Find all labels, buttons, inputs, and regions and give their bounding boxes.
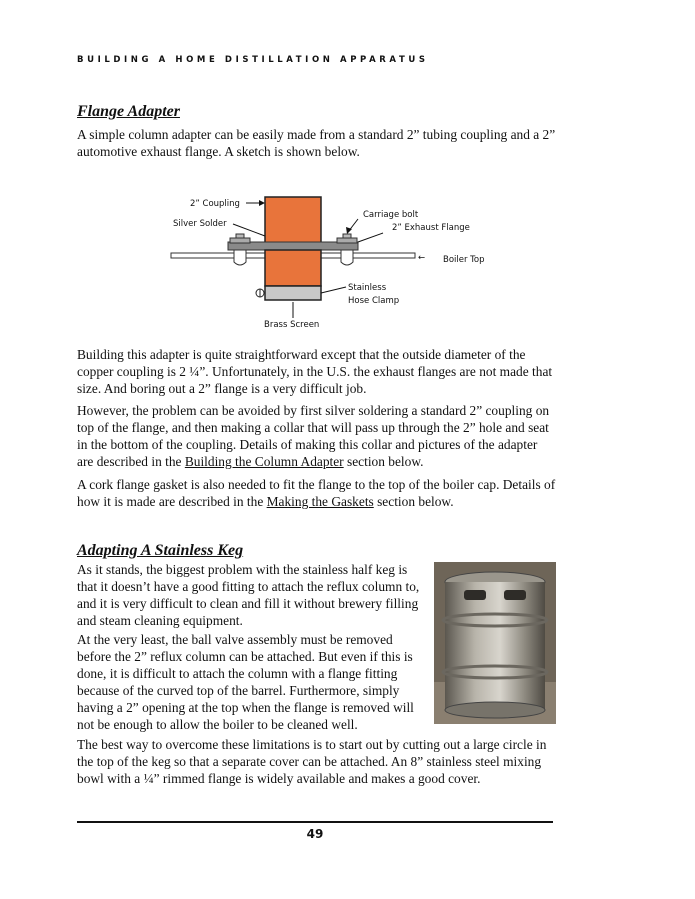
flange-paragraph-4: A cork flange gasket is also needed to fit the flange to the top of the boiler cap. Details of how it is made are described in the Making the Gaskets section below. — [77, 477, 556, 509]
label-silver-solder: Silver Solder — [173, 219, 227, 229]
footer-divider — [77, 821, 553, 823]
label-exhaust-flange: 2” Exhaust Flange — [392, 223, 470, 233]
label-stainless: Stainless — [348, 283, 387, 293]
label-hose-clamp: Hose Clamp — [348, 296, 400, 306]
hose-clamp-shape — [265, 286, 321, 300]
keg-paragraph-2: At the very least, the ball valve assembly must be removed before the 2” reflux column can be attached. But even if this is done, it is difficult to attach the column with a flange fitting because of the curved top of the barrel. Furthermore, simply having a 2” opening at the top when the flange is removed will not be enough to allow the boiler to be cleaned well. — [77, 632, 414, 732]
page-number: 49 — [306, 827, 324, 841]
label-carriage-bolt: Carriage bolt — [363, 210, 419, 220]
flange-paragraph-2: Building this adapter is quite straightforward except that the outside diameter of the copper coupling is 2 ¼”. Unfortunately, in the U.S. the exhaust flanges are not made that size. And boring out a 2” flange is a very difficult job. — [77, 347, 553, 396]
section-title-stainless-keg: Adapting A Stainless Keg — [77, 542, 244, 559]
link-making-gaskets[interactable]: Making the Gaskets — [266, 494, 374, 509]
section-title-flange-adapter: Flange Adapter — [77, 103, 180, 120]
clamp-leader — [321, 287, 346, 293]
collar-shape — [265, 250, 321, 286]
arrow-icon: ← — [418, 253, 426, 263]
keg-paragraph-3: The best way to overcome these limitations is to start out by cutting out a large circle in the top of the keg so that a separate cover can be attached. An 8” stainless steel mixing bowl with a ¼” rimmed flange is widely available and makes a good cover. — [77, 737, 547, 786]
coupling-shape — [265, 197, 321, 247]
flange-paragraph-3: However, the problem can be avoided by first silver soldering a standard 2” coupling on top of the flange, and then making a collar that will pass up through the 2” hole and seat in the bottom of the coupling. Details of making this collar and pictures of the adapter are described in the Building the Column Adapter section below. — [77, 403, 550, 469]
flange-intro-paragraph: A simple column adapter can be easily made from a standard 2” tubing coupling and a 2” automotive exhaust flange. A sketch is shown below. — [77, 127, 556, 159]
keg-paragraph-1: As it stands, the biggest problem with the stainless half keg is that it doesn’t have a good fitting to attach the reflux column to, and it is very difficult to clean and fill it without brewery filling and steam cleaning equipment. — [77, 562, 420, 628]
flange-leader — [358, 233, 383, 242]
label-boiler-top: Boiler Top — [443, 255, 485, 265]
label-coupling: 2” Coupling — [190, 199, 240, 209]
link-building-column-adapter[interactable]: Building the Column Adapter — [184, 454, 344, 469]
keg-photo — [434, 562, 556, 724]
label-brass-screen: Brass Screen — [264, 320, 320, 330]
running-header: BUILDING A HOME DISTILLATION APPARATUS — [77, 55, 429, 65]
flange-adapter-diagram — [168, 190, 485, 335]
